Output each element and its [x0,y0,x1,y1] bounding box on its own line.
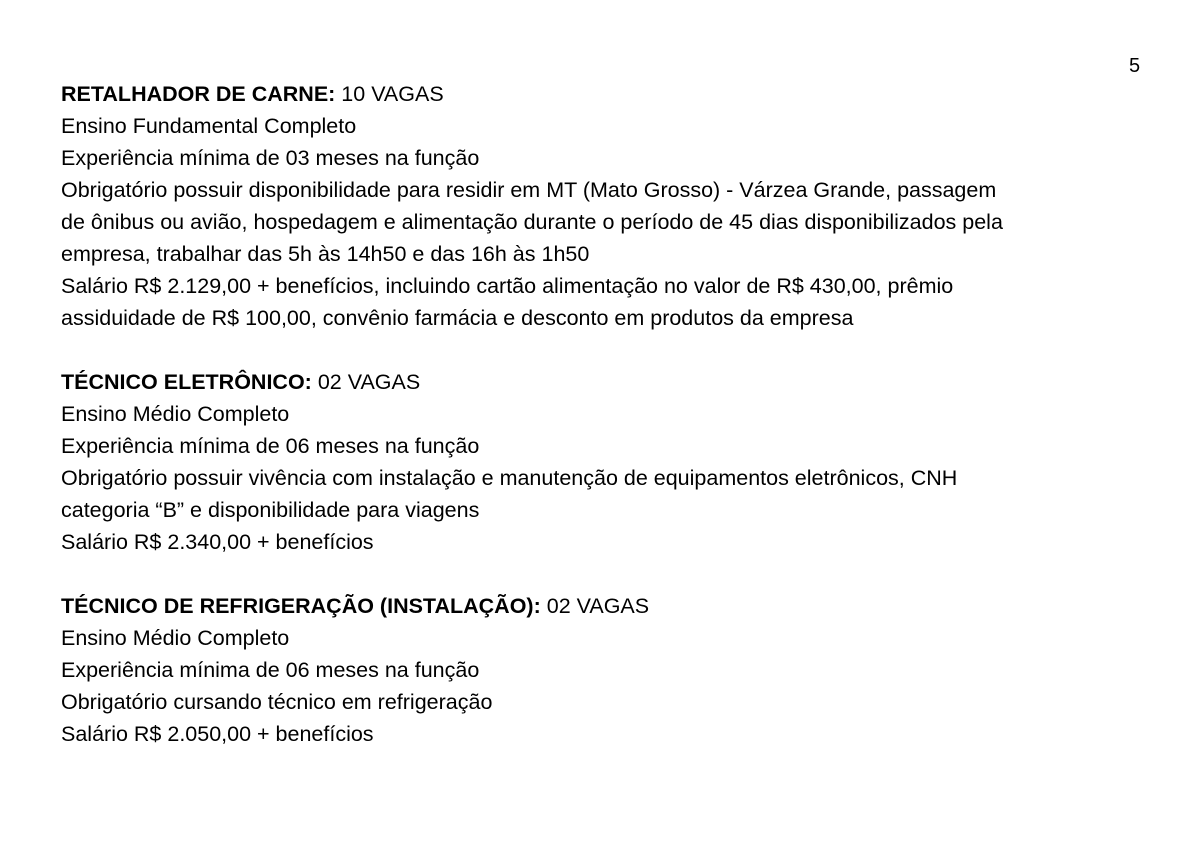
job-detail-line: Salário R$ 2.050,00 + benefícios [61,722,374,746]
job-heading [61,590,1161,622]
job-detail-line: Obrigatório possuir vivência com instalação e manutenção de equipamentos eletrônicos, CNH [61,466,958,490]
job-tecnico-de-refrigeracao [61,590,1161,750]
job-detail-line: Ensino Médio Completo [61,626,290,650]
page-number: 5 [1129,55,1141,77]
job-detail-line: Obrigatório cursando técnico em refrigeração [61,690,493,714]
job-detail-line: Obrigatório possuir disponibilidade para residir em MT (Mato Grosso) - Várzea Grande, passagem [61,178,997,202]
job-detail-line: categoria “B” e disponibilidade para viagens [61,498,480,522]
job-listings [61,78,1161,782]
job-detail-line: Ensino Médio Completo [61,402,290,426]
job-heading [61,366,1161,398]
job-detail-line: Experiência mínima de 03 meses na função [61,146,480,170]
job-detail-line: Salário R$ 2.129,00 + benefícios, incluindo cartão alimentação no valor de R$ 430,00, prêmio [61,274,954,298]
job-vacancies: 10 VAGAS [335,82,444,106]
job-vacancies: 02 VAGAS [311,370,421,394]
job-detail-line: empresa, trabalhar das 5h às 14h50 e das 16h às 1h50 [61,242,590,266]
job-detail-line: de ônibus ou avião, hospedagem e alimentação durante o período de 45 dias disponibilizados pela [61,210,1003,234]
job-detail-line: Ensino Fundamental Completo [61,114,357,138]
job-title: TÉCNICO DE REFRIGERAÇÃO (INSTALAÇÃO): [61,594,541,618]
job-detail-line: assiduidade de R$ 100,00, convênio farmácia e desconto em produtos da empresa [61,306,854,330]
job-title: RETALHADOR DE CARNE: [61,82,336,106]
job-tecnico-eletronico [61,366,1161,558]
job-detail-line: Experiência mínima de 06 meses na função [61,658,480,682]
job-heading [61,78,1161,110]
job-detail-line: Experiência mínima de 06 meses na função [61,434,480,458]
job-vacancies: 02 VAGAS [540,594,650,618]
job-title: TÉCNICO ELETRÔNICO: [61,370,312,394]
job-detail-line: Salário R$ 2.340,00 + benefícios [61,530,374,554]
job-retalhador-de-carne [61,78,1161,334]
